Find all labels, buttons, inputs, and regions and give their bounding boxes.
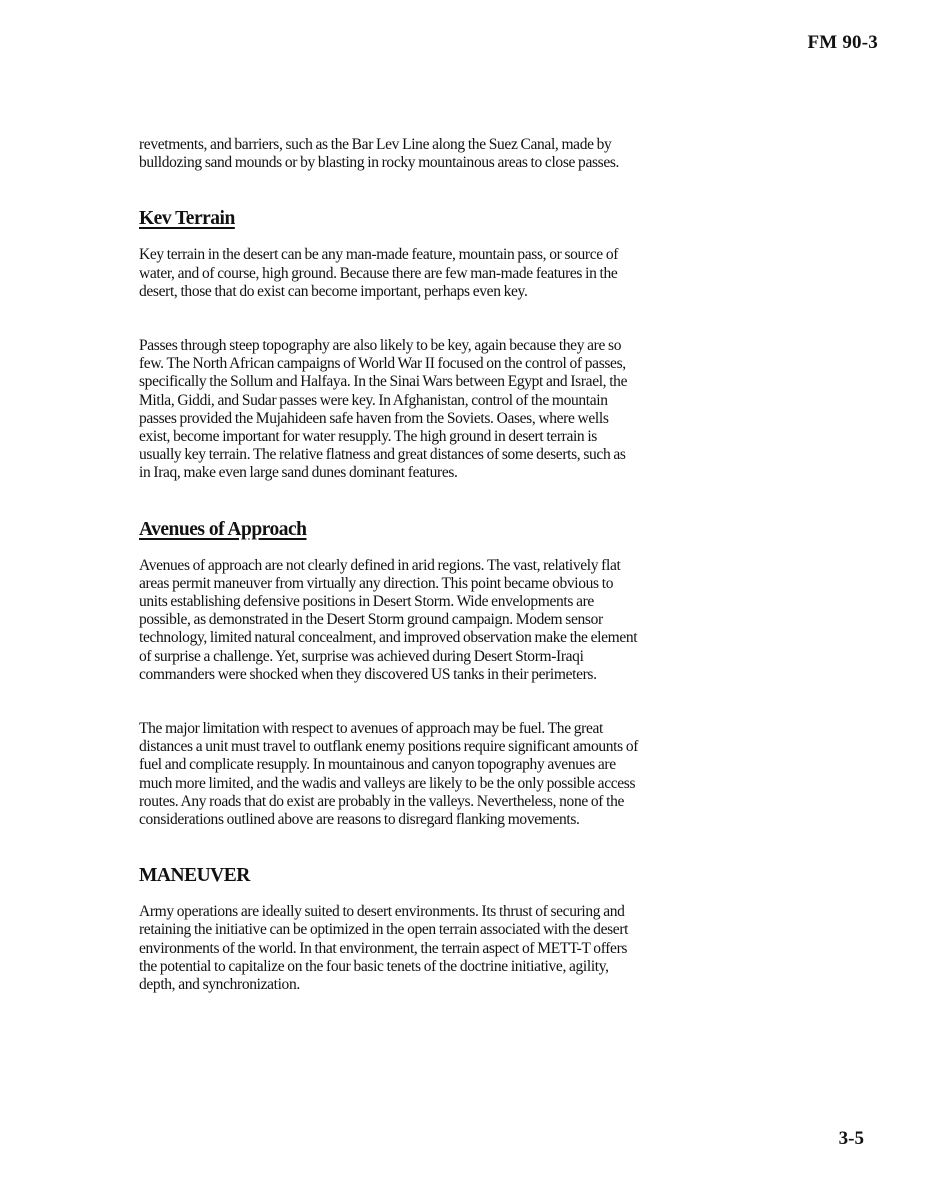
key-terrain-heading: Kev Terrain (139, 208, 235, 230)
page-number: 3-5 (838, 1128, 864, 1149)
key-terrain-paragraph-2: Passes through steep topography are also likely to be key, again because they are so few. The North African campaigns of World War II focused on the control of passes, specifically the Sollum and Halfaya. In the Sinai Wars between Egypt and Israel, the Mitla, Giddi, and Sudar passes were key. In Afghanistan, control of the mountain passes provided the Mujahideen safe haven from the Soviets. Oases, where wells exist, become important for water resupply. The high ground in desert terrain is usually key terrain. The relative flatness and great distances of some deserts, such as in Iraq, make even large sand dunes dominant features. (139, 337, 628, 482)
avenues-paragraph-2: The major limitation with respect to avenues of approach may be fuel. The great distances a unit must travel to outflank enemy positions require significant amounts of fuel and complicate resupply. In mountainous and canyon topography avenues are much more limited, and the wadis and valleys are likely to be the only possible access routes. Any roads that do exist are probably in the valleys. Nevertheless, none of the considerations outlined above are reasons to disregard flanking movements. (139, 720, 639, 829)
maneuver-heading: MANEUVER (139, 865, 250, 887)
maneuver-section-heading-wrap (139, 865, 639, 887)
key-terrain-section-heading-wrap (139, 208, 639, 230)
maneuver-paragraph-1: Army operations are ideally suited to desert environments. Its thrust of securing and retaining the initiative can be optimized in the open terrain associated with the desert environments of the world. In that environment, the terrain aspect of METT-T offers the potential to capitalize on the four basic tenets of the doctrine initiative, agility, depth, and synchronization. (139, 903, 629, 994)
page-body (139, 136, 639, 994)
avenues-section-heading-wrap (139, 519, 639, 541)
avenues-heading: Avenues of Approach (139, 518, 307, 540)
document-id: FM 90-3 (807, 32, 878, 53)
avenues-paragraph-1: Avenues of approach are not clearly defined in arid regions. The vast, relatively flat areas permit maneuver from virtually any direction. This point became obvious to units establishing defensive positions in Desert Storm. Wide envelopments are possible, as demonstrated in the Desert Storm ground campaign. Modem sensor technology, limited natural concealment, and improved observation make the element of surprise a challenge. Yet, surprise was achieved during Desert Storm-Iraqi commanders were shocked when they discovered US tanks in their perimeters. (139, 556, 638, 683)
key-terrain-paragraph-1: Key terrain in the desert can be any man-made feature, mountain pass, or source of water, and of course, high ground. Because there are few man-made features in the desert, those that do exist can become important, perhaps even key. (139, 246, 619, 300)
intro-paragraph: revetments, and barriers, such as the Bar Lev Line along the Suez Canal, made by bulldozing sand mounds or by blasting in rocky mountainous areas to close passes. (139, 136, 620, 172)
